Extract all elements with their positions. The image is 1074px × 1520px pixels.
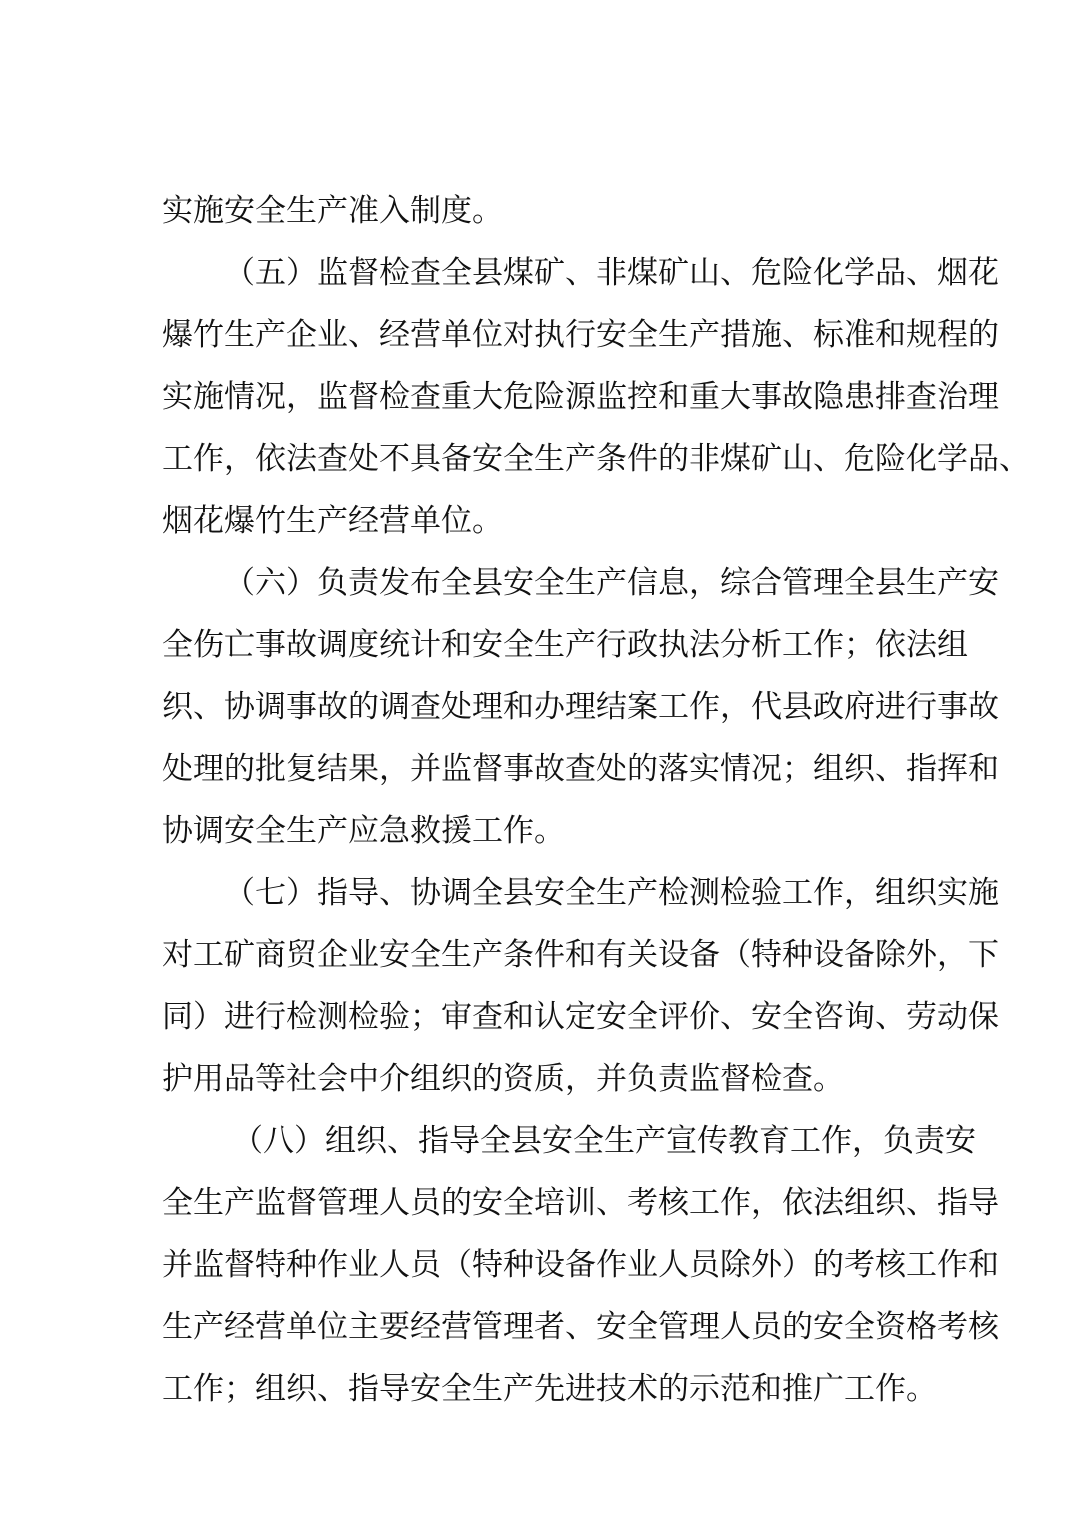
document-body xyxy=(162,180,1030,1420)
text-line: （五）监督检查全县煤矿、非煤矿山、危险化学品、烟花 xyxy=(224,255,999,291)
text-line: 工作，依法查处不具备安全生产条件的非煤矿山、危险化学品、 xyxy=(162,441,1030,477)
text-line: 处理的批复结果，并监督事故查处的落实情况；组织、指挥和 xyxy=(162,751,999,787)
text-line: （六）负责发布全县安全生产信息，综合管理全县生产安 xyxy=(224,565,999,601)
text-line: 全生产监督管理人员的安全培训、考核工作，依法组织、指导 xyxy=(162,1185,999,1221)
text-line: 生产经营单位主要经营管理者、安全管理人员的安全资格考核 xyxy=(162,1309,999,1345)
text-line: （八）组织、指导全县安全生产宣传教育工作，负责安 xyxy=(232,1123,976,1159)
text-line: 爆竹生产企业、经营单位对执行安全生产措施、标准和规程的 xyxy=(162,317,999,353)
text-line: 护用品等社会中介组织的资质，并负责监督检查。 xyxy=(162,1061,844,1097)
text-line: 协调安全生产应急救援工作。 xyxy=(162,813,565,849)
text-line: 全伤亡事故调度统计和安全生产行政执法分析工作；依法组 xyxy=(162,627,968,663)
text-line: 实施安全生产准入制度。 xyxy=(162,193,503,229)
text-line: （七）指导、协调全县安全生产检测检验工作，组织实施 xyxy=(224,875,999,911)
text-line: 织、协调事故的调查处理和办理结案工作，代县政府进行事故 xyxy=(162,689,999,725)
text-line: 烟花爆竹生产经营单位。 xyxy=(162,503,503,539)
text-line: 工作；组织、指导安全生产先进技术的示范和推广工作。 xyxy=(162,1371,937,1407)
text-line: 同）进行检测检验；审查和认定安全评价、安全咨询、劳动保 xyxy=(162,999,999,1035)
text-line: 实施情况，监督检查重大危险源监控和重大事故隐患排查治理 xyxy=(162,379,999,415)
text-line: 对工矿商贸企业安全生产条件和有关设备（特种设备除外，下 xyxy=(162,937,999,973)
text-line: 并监督特种作业人员（特种设备作业人员除外）的考核工作和 xyxy=(162,1247,999,1283)
